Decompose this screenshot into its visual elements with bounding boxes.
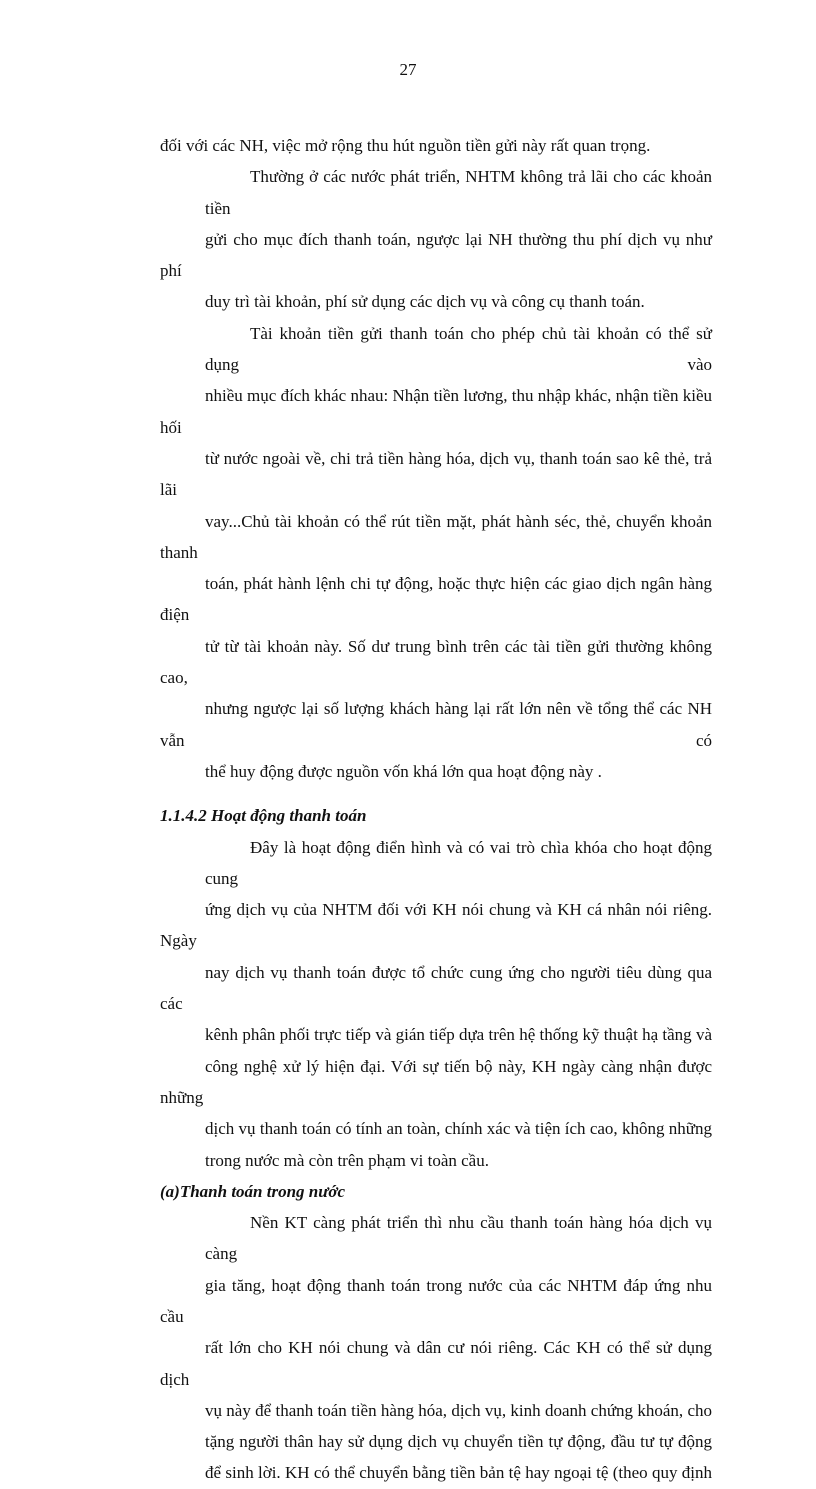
text-line: nhưng ngược lại số lượng khách hàng lại rất lớn nên về tổng thể các NH vẫn có xyxy=(160,699,712,750)
page-number: 27 xyxy=(399,60,417,79)
paragraph xyxy=(160,161,712,317)
text-line: Tài khoản tiền gửi thanh toán cho phép chủ tài khoản có thể sử dụng vào xyxy=(205,323,712,375)
text-line: Nền KT càng phát triển thì nhu cầu thanh toán hàng hóa dịch vụ càng xyxy=(205,1213,712,1264)
paragraph xyxy=(160,1207,712,1489)
text-line: rất lớn cho KH nói chung và dân cư nói riêng. Các KH có thể sử dụng dịch xyxy=(160,1338,712,1389)
text-line: ứng dịch vụ của NHTM đối với KH nói chung và KH cá nhân nói riêng. Ngày xyxy=(160,900,712,951)
document-body xyxy=(160,130,712,1489)
text-line: duy trì tài khoản, phí sử dụng các dịch vụ và công cụ thanh toán. xyxy=(205,292,645,312)
text-line: Thường ở các nước phát triển, NHTM không trả lãi cho các khoản tiền xyxy=(205,167,712,218)
text-line: từ nước ngoài về, chi trả tiền hàng hóa, dịch vụ, thanh toán sao kê thẻ, trả lãi xyxy=(160,448,712,500)
paragraph xyxy=(160,832,712,1176)
text-line: vụ này để thanh toán tiền hàng hóa, dịch vụ, kinh doanh chứng khoán, cho xyxy=(205,1400,712,1420)
text-line: nay dịch vụ thanh toán được tổ chức cung ứng cho người tiêu dùng qua các xyxy=(160,962,712,1014)
text-line: vay...Chủ tài khoản có thể rút tiền mặt, phát hành séc, thẻ, chuyển khoản thanh xyxy=(160,511,712,562)
text-line: nhiều mục đích khác nhau: Nhận tiền lương, thu nhập khác, nhận tiền kiều hối xyxy=(160,386,712,437)
text-line: toán, phát hành lệnh chi tự động, hoặc thực hiện các giao dịch ngân hàng điện xyxy=(160,574,712,625)
text-line: Đây là hoạt động điển hình và có vai trò chìa khóa cho hoạt động cung xyxy=(205,837,712,888)
subsection-heading: (a)Thanh toán trong nước xyxy=(160,1181,346,1201)
text-line: tặng người thân hay sử dụng dịch vụ chuyển tiền tự động, đầu tư tự động xyxy=(205,1432,712,1452)
text-line: thể huy động được nguồn vốn khá lớn qua hoạt động này . xyxy=(205,761,602,781)
text-line: tử từ tài khoản này. Số dư trung bình trên các tài tiền gửi thường không cao, xyxy=(160,636,712,688)
text-line: để sinh lời. KH có thể chuyển bằng tiền bản tệ hay ngoại tệ (theo quy định xyxy=(205,1463,712,1483)
text-line: gửi cho mục đích thanh toán, ngược lại NH thường thu phí dịch vụ như phí xyxy=(160,229,712,281)
text-line: trong nước mà còn trên phạm vi toàn cầu. xyxy=(205,1150,489,1170)
text-line: đối với các NH, việc mở rộng thu hút nguồn tiền gửi này rất quan trọng. xyxy=(160,136,651,155)
text-line: kênh phân phối trực tiếp và gián tiếp dựa trên hệ thống kỹ thuật hạ tầng và xyxy=(205,1025,712,1045)
text-line: dịch vụ thanh toán có tính an toàn, chính xác và tiện ích cao, không những xyxy=(205,1119,712,1139)
paragraph xyxy=(160,130,712,161)
paragraph xyxy=(160,318,712,787)
text-line: gia tăng, hoạt động thanh toán trong nước của các NHTM đáp ứng nhu cầu xyxy=(160,1275,712,1326)
text-line: công nghệ xử lý hiện đại. Với sự tiến bộ này, KH ngày càng nhận được những xyxy=(160,1056,712,1107)
section-heading: 1.1.4.2 Hoạt động thanh toán xyxy=(160,806,367,826)
